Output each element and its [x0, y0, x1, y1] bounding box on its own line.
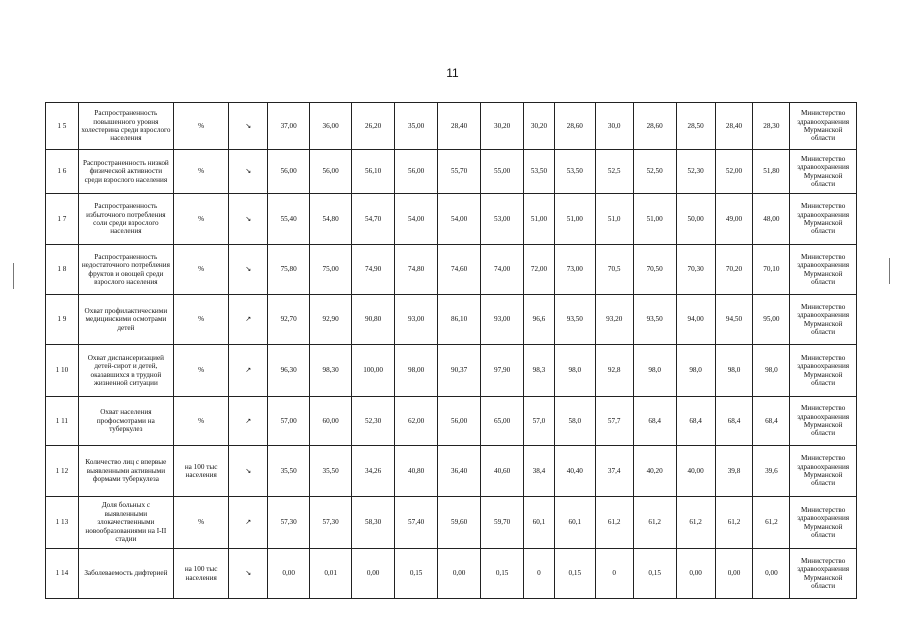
value-cell: 100,00: [352, 345, 395, 397]
scan-edge-mark-right: [889, 258, 890, 284]
table-row: [46, 295, 857, 345]
value-cell: 93,50: [554, 295, 595, 345]
unit-cell: %: [173, 103, 228, 150]
value-cell: 96,6: [524, 295, 555, 345]
responsible-executor: Министерство здравоохранения Мурманской области: [790, 497, 857, 549]
value-cell: 90,80: [352, 295, 395, 345]
unit-cell: %: [173, 194, 228, 245]
value-cell: 40,80: [395, 446, 438, 497]
value-cell: 0,15: [481, 549, 524, 599]
value-cell: 39,6: [753, 446, 790, 497]
value-cell: 60,1: [524, 497, 555, 549]
value-cell: 75,00: [310, 245, 352, 295]
value-cell: 52,00: [715, 150, 753, 194]
table-row: [46, 194, 857, 245]
responsible-executor: Министерство здравоохранения Мурманской области: [790, 446, 857, 497]
row-number: 1 11: [46, 397, 79, 446]
value-cell: 61,2: [753, 497, 790, 549]
value-cell: 70,50: [633, 245, 676, 295]
value-cell: 62,00: [395, 397, 438, 446]
value-cell: 39,8: [715, 446, 753, 497]
value-cell: 96,30: [268, 345, 310, 397]
trend-up-arrow-icon: ↗: [229, 497, 268, 549]
responsible-executor: Министерство здравоохранения Мурманской области: [790, 245, 857, 295]
value-cell: 30,20: [524, 103, 555, 150]
indicator-name: Заболеваемость дифтерией: [78, 549, 173, 599]
trend-up-arrow-icon: ↗: [229, 345, 268, 397]
indicator-name: Распространенность избыточного потребления соли среди взрослого населения: [78, 194, 173, 245]
value-cell: 28,60: [633, 103, 676, 150]
value-cell: 60,00: [310, 397, 352, 446]
trend-down-arrow-icon: ↘: [229, 245, 268, 295]
value-cell: 57,00: [268, 397, 310, 446]
value-cell: 26,20: [352, 103, 395, 150]
value-cell: 68,4: [753, 397, 790, 446]
value-cell: 36,40: [438, 446, 481, 497]
value-cell: 0,00: [676, 549, 715, 599]
value-cell: 51,0: [595, 194, 633, 245]
value-cell: 61,2: [676, 497, 715, 549]
value-cell: 58,30: [352, 497, 395, 549]
value-cell: 40,40: [554, 446, 595, 497]
value-cell: 98,3: [524, 345, 555, 397]
value-cell: 54,70: [352, 194, 395, 245]
value-cell: 65,00: [481, 397, 524, 446]
value-cell: 61,2: [633, 497, 676, 549]
value-cell: 28,50: [676, 103, 715, 150]
value-cell: 93,50: [633, 295, 676, 345]
value-cell: 58,0: [554, 397, 595, 446]
responsible-executor: Министерство здравоохранения Мурманской области: [790, 345, 857, 397]
trend-down-arrow-icon: ↘: [229, 194, 268, 245]
value-cell: 59,60: [438, 497, 481, 549]
row-number: 1 9: [46, 295, 79, 345]
table-row: [46, 397, 857, 446]
value-cell: 53,50: [554, 150, 595, 194]
value-cell: 54,00: [438, 194, 481, 245]
value-cell: 70,30: [676, 245, 715, 295]
value-cell: 68,4: [715, 397, 753, 446]
table-row: [46, 345, 857, 397]
value-cell: 95,00: [753, 295, 790, 345]
value-cell: 51,00: [633, 194, 676, 245]
value-cell: 40,20: [633, 446, 676, 497]
value-cell: 55,70: [438, 150, 481, 194]
value-cell: 50,00: [676, 194, 715, 245]
value-cell: 59,70: [481, 497, 524, 549]
value-cell: 0,15: [554, 549, 595, 599]
value-cell: 0,00: [753, 549, 790, 599]
value-cell: 35,50: [268, 446, 310, 497]
unit-cell: %: [173, 295, 228, 345]
trend-down-arrow-icon: ↘: [229, 549, 268, 599]
value-cell: 57,30: [268, 497, 310, 549]
value-cell: 35,00: [395, 103, 438, 150]
value-cell: 52,50: [633, 150, 676, 194]
unit-cell: %: [173, 150, 228, 194]
value-cell: 48,00: [753, 194, 790, 245]
value-cell: 30,20: [481, 103, 524, 150]
value-cell: 98,0: [676, 345, 715, 397]
row-number: 1 5: [46, 103, 79, 150]
value-cell: 68,4: [676, 397, 715, 446]
table-row: [46, 103, 857, 150]
value-cell: 0: [595, 549, 633, 599]
value-cell: 56,00: [395, 150, 438, 194]
row-number: 1 6: [46, 150, 79, 194]
value-cell: 98,00: [395, 345, 438, 397]
value-cell: 75,80: [268, 245, 310, 295]
indicator-name: Распространенность низкой физической активности среди взрослого населения: [78, 150, 173, 194]
trend-up-arrow-icon: ↗: [229, 397, 268, 446]
row-number: 1 8: [46, 245, 79, 295]
value-cell: 61,2: [715, 497, 753, 549]
value-cell: 61,2: [595, 497, 633, 549]
value-cell: 40,60: [481, 446, 524, 497]
value-cell: 98,0: [633, 345, 676, 397]
responsible-executor: Министерство здравоохранения Мурманской области: [790, 194, 857, 245]
value-cell: 70,5: [595, 245, 633, 295]
unit-cell: на 100 тыс населения: [173, 549, 228, 599]
value-cell: 86,10: [438, 295, 481, 345]
row-number: 1 10: [46, 345, 79, 397]
value-cell: 73,00: [554, 245, 595, 295]
indicator-name: Доля больных с выявленными злокачественными новообразованиями на I-II стадии: [78, 497, 173, 549]
value-cell: 51,00: [554, 194, 595, 245]
value-cell: 38,4: [524, 446, 555, 497]
value-cell: 92,8: [595, 345, 633, 397]
value-cell: 56,00: [438, 397, 481, 446]
value-cell: 54,00: [395, 194, 438, 245]
responsible-executor: Министерство здравоохранения Мурманской области: [790, 103, 857, 150]
value-cell: 70,20: [715, 245, 753, 295]
responsible-executor: Министерство здравоохранения Мурманской области: [790, 295, 857, 345]
value-cell: 74,90: [352, 245, 395, 295]
value-cell: 74,00: [481, 245, 524, 295]
value-cell: 57,0: [524, 397, 555, 446]
table-row: [46, 497, 857, 549]
value-cell: 51,00: [524, 194, 555, 245]
indicator-name: Охват диспансеризацией детей-сирот и детей, оказавшихся в трудной жизненной ситуации: [78, 345, 173, 397]
value-cell: 92,70: [268, 295, 310, 345]
responsible-executor: Министерство здравоохранения Мурманской области: [790, 150, 857, 194]
responsible-executor: Министерство здравоохранения Мурманской области: [790, 549, 857, 599]
value-cell: 37,4: [595, 446, 633, 497]
value-cell: 28,30: [753, 103, 790, 150]
value-cell: 40,00: [676, 446, 715, 497]
value-cell: 74,60: [438, 245, 481, 295]
unit-cell: %: [173, 497, 228, 549]
value-cell: 28,60: [554, 103, 595, 150]
value-cell: 98,30: [310, 345, 352, 397]
value-cell: 56,00: [310, 150, 352, 194]
value-cell: 57,7: [595, 397, 633, 446]
row-number: 1 12: [46, 446, 79, 497]
value-cell: 54,80: [310, 194, 352, 245]
value-cell: 55,40: [268, 194, 310, 245]
value-cell: 57,30: [310, 497, 352, 549]
value-cell: 52,30: [676, 150, 715, 194]
value-cell: 56,00: [268, 150, 310, 194]
trend-down-arrow-icon: ↘: [229, 150, 268, 194]
value-cell: 72,00: [524, 245, 555, 295]
page-number: 11: [446, 66, 459, 80]
value-cell: 36,00: [310, 103, 352, 150]
value-cell: 37,00: [268, 103, 310, 150]
row-number: 1 13: [46, 497, 79, 549]
indicator-name: Распространенность недостаточного потребления фруктов и овощей среди взрослого населения: [78, 245, 173, 295]
trend-down-arrow-icon: ↘: [229, 103, 268, 150]
unit-cell: %: [173, 245, 228, 295]
value-cell: 0,01: [310, 549, 352, 599]
value-cell: 0,15: [395, 549, 438, 599]
value-cell: 49,00: [715, 194, 753, 245]
value-cell: 93,00: [481, 295, 524, 345]
table-row: [46, 150, 857, 194]
value-cell: 74,80: [395, 245, 438, 295]
indicator-name: Распространенность повышенного уровня холестерина среди взрослого населения: [78, 103, 173, 150]
value-cell: 98,0: [715, 345, 753, 397]
row-number: 1 7: [46, 194, 79, 245]
value-cell: 55,00: [481, 150, 524, 194]
responsible-executor: Министерство здравоохранения Мурманской области: [790, 397, 857, 446]
value-cell: 51,80: [753, 150, 790, 194]
indicator-name: Количество лиц с впервые выявленными активными формами туберкулеза: [78, 446, 173, 497]
value-cell: 35,50: [310, 446, 352, 497]
trend-up-arrow-icon: ↗: [229, 295, 268, 345]
value-cell: 34,26: [352, 446, 395, 497]
table-row: [46, 245, 857, 295]
unit-cell: %: [173, 397, 228, 446]
value-cell: 94,50: [715, 295, 753, 345]
value-cell: 28,40: [715, 103, 753, 150]
value-cell: 0,00: [268, 549, 310, 599]
indicator-name: Охват профилактическими медицинскими осмотрами детей: [78, 295, 173, 345]
value-cell: 93,00: [395, 295, 438, 345]
value-cell: 56,10: [352, 150, 395, 194]
value-cell: 28,40: [438, 103, 481, 150]
value-cell: 52,5: [595, 150, 633, 194]
value-cell: 0,00: [715, 549, 753, 599]
value-cell: 53,50: [524, 150, 555, 194]
value-cell: 0,00: [438, 549, 481, 599]
indicator-name: Охват населения профосмотрами на туберкулез: [78, 397, 173, 446]
value-cell: 90,37: [438, 345, 481, 397]
value-cell: 94,00: [676, 295, 715, 345]
value-cell: 70,10: [753, 245, 790, 295]
value-cell: 0: [524, 549, 555, 599]
value-cell: 0,00: [352, 549, 395, 599]
unit-cell: на 100 тыс населения: [173, 446, 228, 497]
value-cell: 52,30: [352, 397, 395, 446]
table-row: [46, 446, 857, 497]
value-cell: 97,90: [481, 345, 524, 397]
trend-down-arrow-icon: ↘: [229, 446, 268, 497]
value-cell: 93,20: [595, 295, 633, 345]
scan-edge-mark-left: [13, 263, 14, 289]
value-cell: 53,00: [481, 194, 524, 245]
value-cell: 98,0: [753, 345, 790, 397]
table-row: [46, 549, 857, 599]
value-cell: 92,90: [310, 295, 352, 345]
value-cell: 57,40: [395, 497, 438, 549]
value-cell: 68,4: [633, 397, 676, 446]
value-cell: 30,0: [595, 103, 633, 150]
row-number: 1 14: [46, 549, 79, 599]
indicators-table: [45, 102, 857, 599]
value-cell: 98,0: [554, 345, 595, 397]
value-cell: 0,15: [633, 549, 676, 599]
value-cell: 60,1: [554, 497, 595, 549]
unit-cell: %: [173, 345, 228, 397]
